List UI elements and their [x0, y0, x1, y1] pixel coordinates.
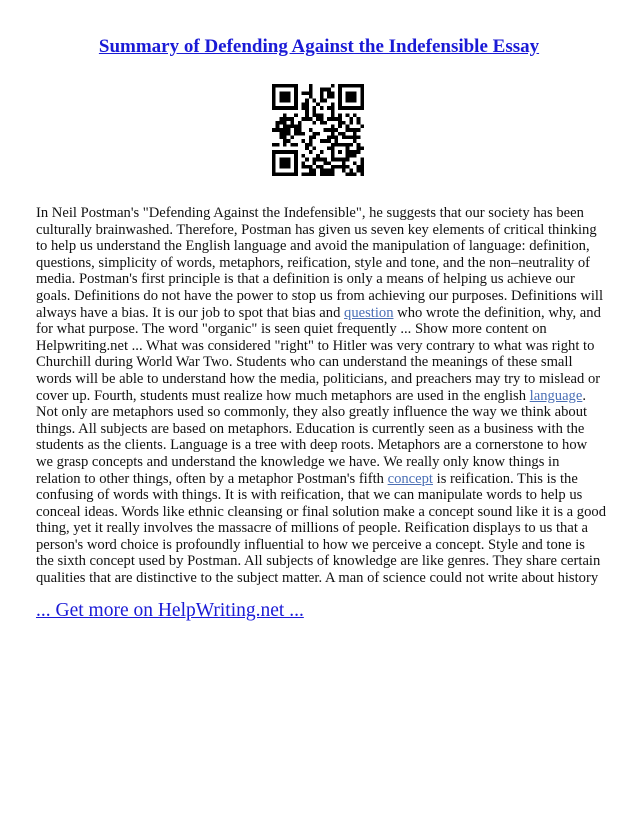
- essay-text-segment: In Neil Postman's "Defending Against the Indefensible", he suggests that our society has been culturally brainwashed. Therefore, Postman has given us seven key elements of critical thinking to help us understand the English language and avoid the manipulation of language: definition, questions, simplicity of words, metaphors, reification, style and tone, and the non–neutrality of media. Postman's first principle is that a definition is only a means of helping us achieve our goals. Definitions do not have the power to stop us from achieving our purposes. Definitions will always have a bias. It is our job to spot that bias and: [36, 205, 604, 321]
- essay-body: [36, 205, 606, 587]
- title-link[interactable]: Summary of Defending Against the Indefensible Essay: [98, 36, 540, 57]
- essay-text-segment: who wrote the definition, why, and for what purpose. The word "organic" is seen quiet frequently ... Show more content on Helpwriting.net ... What was considered "right" to Hitler was very contrary to what was right to Churchill during World War Two. Students who can understand the meanings of these small words will be able to understand how the media, politicians, and preachers may try to mislead or cover up. Fourth, students must realize how much metaphors are used in the english: [36, 304, 601, 404]
- qr-code-icon: [272, 84, 364, 176]
- essay-text-segment: is reification. This is the confusing of words with things. It is with reification, that we can manipulate words to help us conceal ideas. Words like ethnic cleansing or final solution make a concept sound like it is a good thing, yet it really involves the massacre of millions of people. Reification displays to us that a person's word choice is profoundly influential to how we perceive a concept. Style and tone is the sixth concept used by Postman. All subjects of knowledge are like genres. They share certain qualities that are distinctive to the subject matter. A man of science could not write about history: [36, 470, 606, 587]
- link-concept[interactable]: concept: [387, 470, 433, 487]
- get-more-link[interactable]: ... Get more on HelpWriting.net ...: [36, 600, 304, 621]
- page-title: [0, 36, 638, 58]
- essay-text-segment: . Not only are metaphors used so commonly, they also greatly influence the way we think about things. All subjects are based on metaphors. Education is currently seen as a business with the students as the clients. Language is a tree with deep roots. Metaphors are a cornerstone to how we grasp concepts and understand the knowledge we have. We really only know things in relation to other things, often by a metaphor Postman's fifth: [36, 387, 588, 487]
- link-question[interactable]: question: [344, 304, 394, 321]
- get-more-line: [36, 600, 304, 622]
- link-language[interactable]: language: [529, 387, 583, 404]
